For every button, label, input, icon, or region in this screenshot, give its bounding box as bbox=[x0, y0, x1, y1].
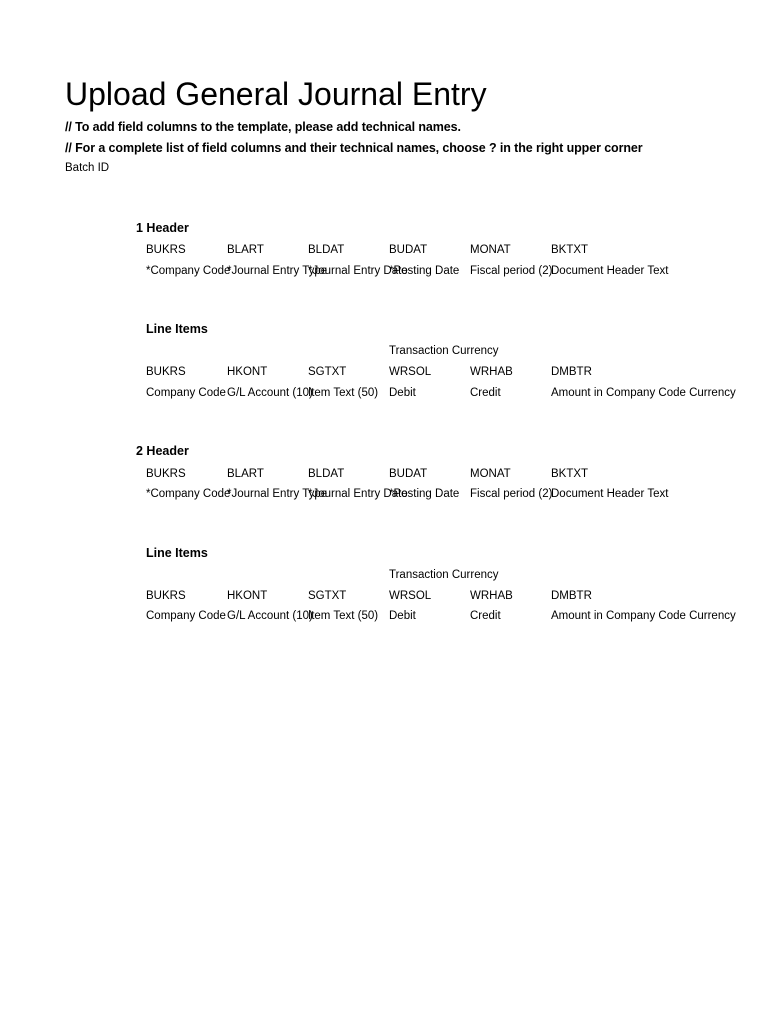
batch-id-label: Batch ID bbox=[65, 162, 110, 174]
entry-2-line-items-title: Line Items bbox=[146, 546, 208, 560]
table-cell[interactable]: Fiscal period (2) bbox=[470, 488, 553, 500]
table-cell[interactable]: BUKRS bbox=[146, 468, 186, 480]
table-cell[interactable]: WRHAB bbox=[470, 366, 513, 378]
table-cell[interactable]: *Company Code bbox=[146, 265, 231, 277]
entry-2-header-fields-row bbox=[146, 466, 633, 482]
table-cell[interactable]: HKONT bbox=[227, 590, 268, 602]
table-cell[interactable]: DMBTR bbox=[551, 366, 592, 378]
table-cell[interactable]: Document Header Text bbox=[551, 265, 669, 277]
entry-2-line-fields-row bbox=[146, 588, 633, 604]
table-cell[interactable]: WRHAB bbox=[470, 590, 513, 602]
table-cell[interactable]: BUKRS bbox=[146, 366, 186, 378]
table-cell[interactable]: *Posting Date bbox=[389, 265, 460, 277]
table-cell[interactable]: Company Code bbox=[146, 387, 226, 399]
table-cell[interactable]: *Journal Entry Type bbox=[227, 265, 328, 277]
entry-1-header-title: 1 Header bbox=[136, 221, 189, 235]
entry-1-line-descriptions-row bbox=[146, 385, 736, 401]
entry-2-header-title: 2 Header bbox=[136, 444, 189, 458]
table-cell[interactable]: Fiscal period (2) bbox=[470, 265, 553, 277]
table-cell[interactable]: BUDAT bbox=[389, 244, 428, 256]
table-cell[interactable]: Debit bbox=[389, 387, 416, 399]
table-cell[interactable]: BUDAT bbox=[389, 468, 428, 480]
table-cell[interactable]: G/L Account (10) bbox=[227, 387, 313, 399]
table-cell[interactable]: *Company Code bbox=[146, 488, 231, 500]
entry-2-header-descriptions-row bbox=[146, 486, 669, 502]
table-cell[interactable]: *Journal Entry Type bbox=[227, 488, 328, 500]
table-cell[interactable]: WRSOL bbox=[389, 590, 432, 602]
table-cell[interactable]: BKTXT bbox=[551, 244, 589, 256]
entry-2-currency-label: Transaction Currency bbox=[389, 569, 499, 581]
table-cell[interactable]: Company Code bbox=[146, 610, 226, 622]
table-cell[interactable]: Debit bbox=[389, 610, 416, 622]
entry-1-header-descriptions-row bbox=[146, 263, 669, 279]
entry-1-currency-label: Transaction Currency bbox=[389, 345, 499, 357]
table-cell[interactable]: BKTXT bbox=[551, 468, 589, 480]
table-cell[interactable]: BLDAT bbox=[308, 468, 345, 480]
table-cell[interactable]: MONAT bbox=[470, 468, 511, 480]
table-cell[interactable]: BUKRS bbox=[146, 244, 186, 256]
table-cell[interactable]: WRSOL bbox=[389, 366, 432, 378]
table-cell[interactable]: *Journal Entry Date bbox=[308, 488, 408, 500]
instruction-comment-2: // For a complete list of field columns and their technical names, choose ? in the right upper corner bbox=[65, 141, 643, 155]
table-cell[interactable]: MONAT bbox=[470, 244, 511, 256]
table-cell[interactable]: SGTXT bbox=[308, 590, 347, 602]
table-cell[interactable]: BLART bbox=[227, 468, 264, 480]
table-cell[interactable]: HKONT bbox=[227, 366, 268, 378]
entry-1-line-items-title: Line Items bbox=[146, 322, 208, 336]
instruction-comment-1: // To add field columns to the template, please add technical names. bbox=[65, 120, 461, 134]
table-cell[interactable]: BLDAT bbox=[308, 244, 345, 256]
table-cell[interactable]: Credit bbox=[470, 387, 501, 399]
table-cell[interactable]: BLART bbox=[227, 244, 264, 256]
page-title: Upload General Journal Entry bbox=[65, 76, 487, 112]
table-cell[interactable]: Item Text (50) bbox=[308, 387, 379, 399]
table-cell[interactable]: Amount in Company Code Currency bbox=[551, 387, 736, 399]
table-cell[interactable]: BUKRS bbox=[146, 590, 186, 602]
table-cell[interactable]: DMBTR bbox=[551, 590, 592, 602]
table-cell[interactable]: Amount in Company Code Currency bbox=[551, 610, 736, 622]
entry-1-line-fields-row bbox=[146, 364, 633, 380]
table-cell[interactable]: Document Header Text bbox=[551, 488, 669, 500]
table-cell[interactable]: Credit bbox=[470, 610, 501, 622]
entry-2-line-descriptions-row bbox=[146, 608, 736, 624]
table-cell[interactable]: *Journal Entry Date bbox=[308, 265, 408, 277]
table-cell[interactable]: *Posting Date bbox=[389, 488, 460, 500]
table-cell[interactable]: Item Text (50) bbox=[308, 610, 379, 622]
entry-1-header-fields-row bbox=[146, 242, 633, 258]
table-cell[interactable]: G/L Account (10) bbox=[227, 610, 313, 622]
table-cell[interactable]: SGTXT bbox=[308, 366, 347, 378]
